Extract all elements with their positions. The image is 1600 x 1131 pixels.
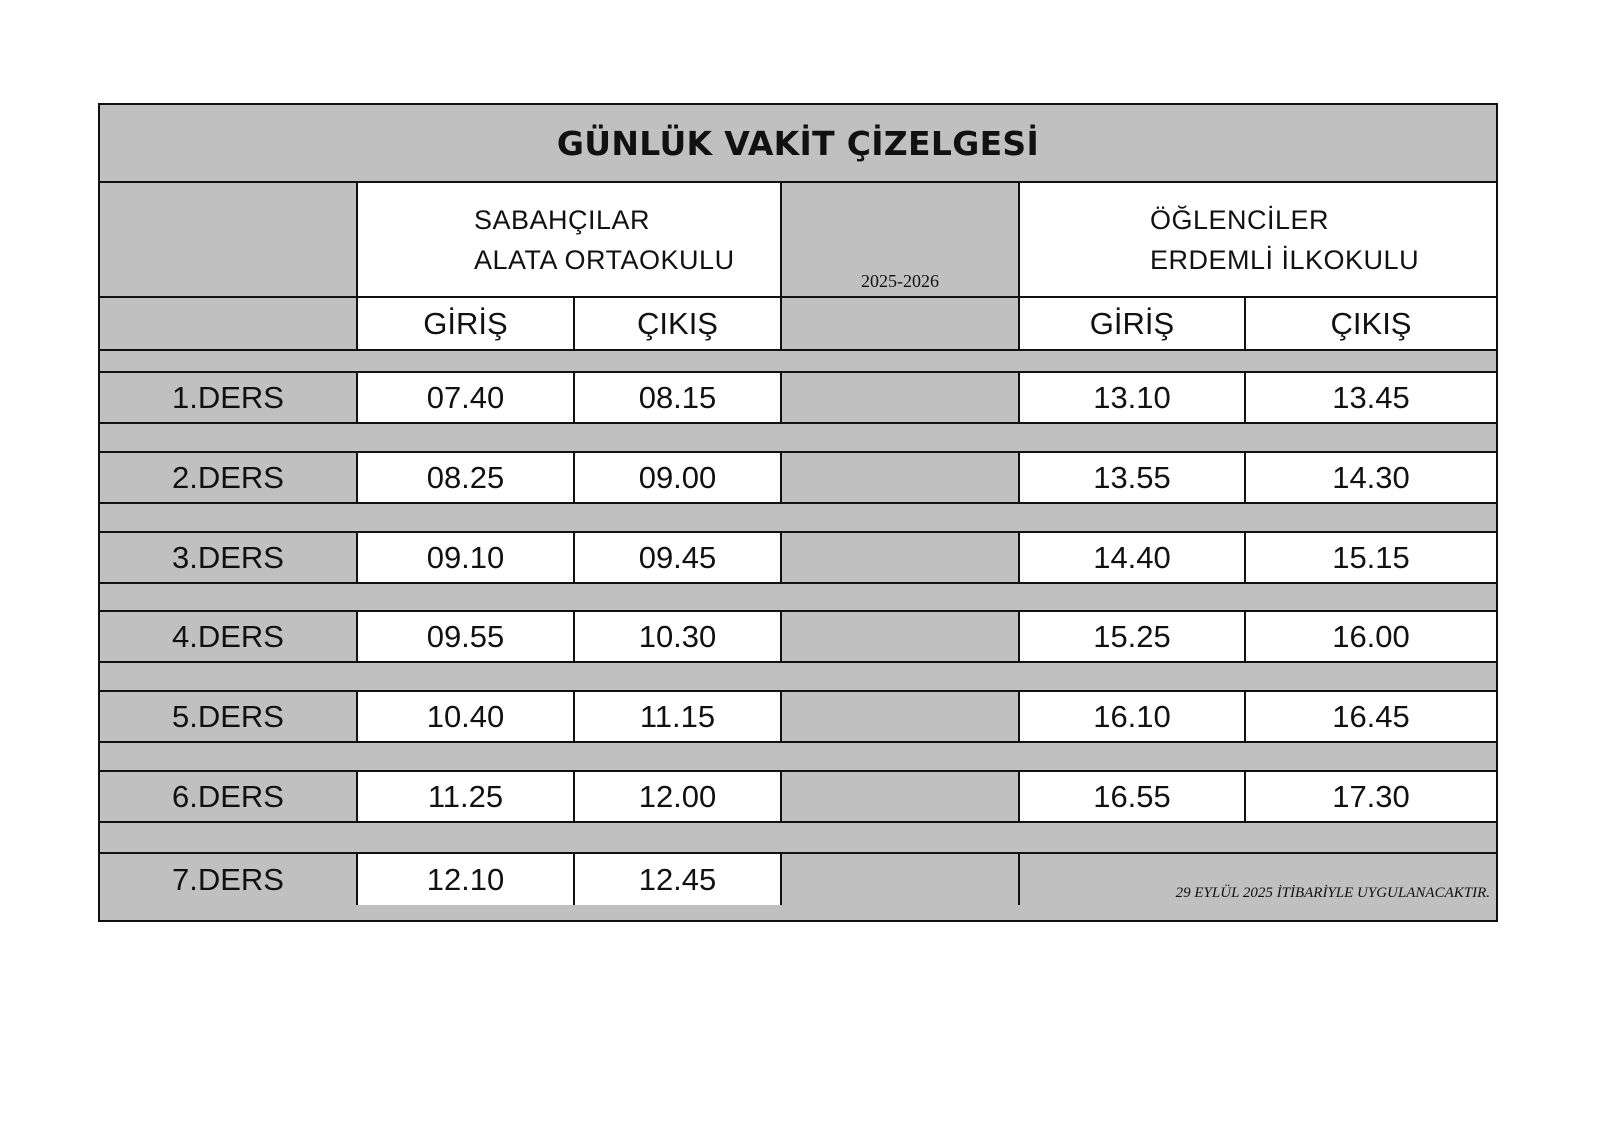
morning-entry-time — [356, 612, 573, 661]
table-row — [100, 371, 1496, 424]
afternoon-entry-header — [1018, 298, 1244, 349]
lesson-name-text: 4.DERS — [172, 618, 284, 654]
morning-entry-time-text: 12.10 — [426, 861, 505, 897]
effective-date-note — [1018, 854, 1496, 905]
morning-entry-time-text: 11.25 — [427, 778, 504, 814]
afternoon-exit-time-text: 16.45 — [1332, 698, 1410, 734]
academic-year: 2025-2026 — [861, 271, 939, 291]
morning-entry-label: GİRİŞ — [423, 305, 508, 341]
morning-entry-time-text: 07.40 — [426, 379, 505, 415]
table-row — [100, 690, 1496, 743]
afternoon-entry-time-text: 16.10 — [1093, 698, 1171, 734]
separator-cell — [780, 453, 1018, 502]
year-cell — [780, 183, 1018, 296]
title-text: GÜNLÜK VAKİT ÇİZELGESİ — [556, 123, 1040, 163]
afternoon-entry-time — [1018, 772, 1244, 821]
lesson-name — [100, 533, 356, 582]
morning-exit-header — [573, 298, 780, 349]
afternoon-entry-time — [1018, 373, 1244, 422]
afternoon-exit-header — [1244, 298, 1496, 349]
morning-school-name: ALATA ORTAOKULU — [474, 244, 735, 275]
morning-exit-time — [573, 373, 780, 422]
afternoon-exit-time-text: 17.30 — [1332, 778, 1410, 814]
lesson-name — [100, 692, 356, 741]
morning-exit-time — [573, 612, 780, 661]
afternoon-entry-time — [1018, 533, 1244, 582]
afternoon-entry-time-text: 13.10 — [1093, 379, 1171, 415]
lesson-name-text: 1.DERS — [172, 379, 284, 415]
afternoon-exit-time — [1244, 373, 1496, 422]
morning-entry-time-text: 10.40 — [426, 698, 505, 734]
column-header-row — [100, 298, 1496, 351]
morning-exit-time — [573, 533, 780, 582]
morning-exit-time — [573, 854, 780, 905]
morning-entry-time-text: 09.10 — [426, 539, 505, 575]
lesson-name-text: 7.DERS — [172, 861, 284, 897]
separator-cell — [780, 854, 1018, 905]
afternoon-exit-time — [1244, 612, 1496, 661]
afternoon-entry-time — [1018, 692, 1244, 741]
morning-entry-time — [356, 373, 573, 422]
morning-exit-time-text: 09.00 — [638, 459, 717, 495]
morning-exit-time — [573, 772, 780, 821]
lesson-name-text: 3.DERS — [172, 539, 284, 575]
afternoon-entry-time — [1018, 453, 1244, 502]
afternoon-entry-time-text: 15.25 — [1093, 618, 1171, 654]
separator-cell — [780, 692, 1018, 741]
school-header-row — [100, 183, 1496, 298]
lesson-name — [100, 373, 356, 422]
table-row — [100, 610, 1496, 663]
page-title — [100, 105, 1496, 181]
afternoon-exit-time-text: 16.00 — [1332, 618, 1410, 654]
table-row — [100, 770, 1496, 823]
morning-exit-time-text: 12.00 — [638, 778, 717, 814]
effective-date-text: 29 EYLÜL 2025 İTİBARİYLE UYGULANACAKTIR. — [1175, 885, 1490, 901]
title-row — [100, 105, 1496, 183]
morning-entry-time — [356, 533, 573, 582]
morning-entry-time — [356, 453, 573, 502]
afternoon-exit-label: ÇIKIŞ — [1330, 305, 1412, 341]
afternoon-exit-time — [1244, 533, 1496, 582]
afternoon-school-header — [1018, 183, 1496, 296]
morning-shift-label: SABAHÇILAR — [474, 204, 651, 235]
morning-entry-time — [356, 854, 573, 905]
morning-exit-time-text: 09.45 — [638, 539, 717, 575]
table-row — [100, 531, 1496, 584]
afternoon-entry-time-text: 14.40 — [1093, 539, 1171, 575]
separator-cell — [780, 533, 1018, 582]
afternoon-shift-label: ÖĞLENCİLER — [1150, 204, 1330, 235]
afternoon-exit-time-text: 13.45 — [1332, 379, 1410, 415]
morning-entry-time — [356, 692, 573, 741]
morning-exit-label: ÇIKIŞ — [637, 305, 718, 341]
morning-exit-time-text: 08.15 — [638, 379, 717, 415]
separator-header-cell — [780, 298, 1018, 349]
afternoon-exit-time — [1244, 453, 1496, 502]
lesson-name — [100, 453, 356, 502]
afternoon-entry-time — [1018, 612, 1244, 661]
lesson-name-text: 2.DERS — [172, 459, 284, 495]
morning-exit-time-text: 11.15 — [639, 698, 716, 734]
lesson-name-text: 5.DERS — [172, 698, 284, 734]
morning-exit-time-text: 12.45 — [638, 861, 717, 897]
morning-exit-time-text: 10.30 — [638, 618, 717, 654]
separator-cell — [780, 612, 1018, 661]
afternoon-entry-label: GİRİŞ — [1089, 305, 1175, 341]
lesson-name-text: 6.DERS — [172, 778, 284, 814]
morning-entry-time — [356, 772, 573, 821]
afternoon-exit-time-text: 14.30 — [1332, 459, 1410, 495]
lesson-name — [100, 854, 356, 905]
morning-entry-time-text: 09.55 — [426, 618, 505, 654]
lesson-name — [100, 772, 356, 821]
schedule-table — [98, 103, 1498, 922]
separator-cell — [780, 373, 1018, 422]
empty-header-cell — [100, 183, 356, 296]
afternoon-exit-time — [1244, 772, 1496, 821]
morning-exit-time — [573, 453, 780, 502]
morning-exit-time — [573, 692, 780, 741]
afternoon-entry-time-text: 13.55 — [1093, 459, 1171, 495]
table-row — [100, 852, 1496, 905]
afternoon-entry-time-text: 16.55 — [1093, 778, 1171, 814]
morning-school-header — [356, 183, 780, 296]
separator-cell — [780, 772, 1018, 821]
afternoon-exit-time-text: 15.15 — [1332, 539, 1410, 575]
morning-entry-time-text: 08.25 — [426, 459, 505, 495]
empty-colhead-cell — [100, 298, 356, 349]
afternoon-school-name: ERDEMLİ İLKOKULU — [1150, 244, 1420, 275]
morning-entry-header — [356, 298, 573, 349]
lesson-name — [100, 612, 356, 661]
table-row — [100, 451, 1496, 504]
afternoon-exit-time — [1244, 692, 1496, 741]
